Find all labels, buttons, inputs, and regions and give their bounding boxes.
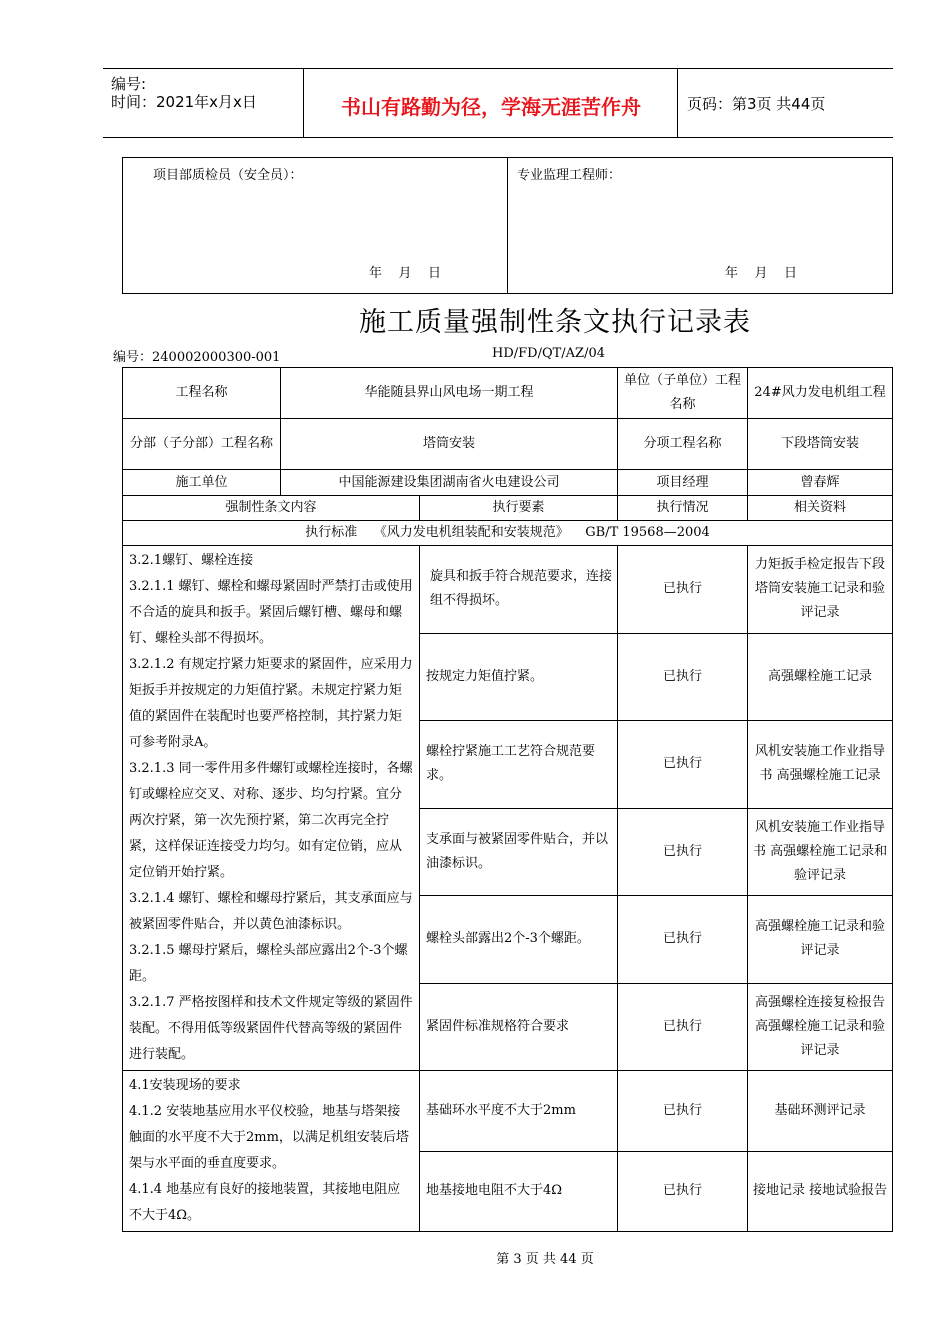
execution-element: 地基接地电阻不大于4Ω bbox=[420, 1151, 618, 1232]
execution-element: 按规定力矩值拧紧。 bbox=[420, 633, 618, 721]
clause-cell bbox=[123, 1071, 420, 1232]
related-docs: 风机安装施工作业指导书 高强螺栓施工记录 bbox=[748, 721, 893, 809]
related-docs: 高强螺栓施工记录 bbox=[748, 633, 893, 721]
signoff-divider bbox=[507, 158, 508, 293]
manager-value: 曾春辉 bbox=[748, 470, 893, 496]
signoff-date-right: 年 月 日 bbox=[725, 266, 798, 281]
clause-text: 4.1.2 安装地基应用水平仪校验，地基与塔架接触面的水平度不大于2mm，以满足机组安装后塔架与水平面的垂直度要求。 bbox=[129, 1104, 409, 1171]
header-divider bbox=[677, 69, 678, 137]
signoff-box bbox=[122, 157, 893, 294]
header-motto: 书山有路勤为径，学海无涯苦作舟 bbox=[341, 95, 641, 119]
related-docs: 接地记录 接地试验报告 bbox=[748, 1151, 893, 1232]
execution-status: 已执行 bbox=[618, 633, 748, 721]
clause-text: 3.2.1.7 严格按图样和技术文件规定等级的紧固件装配。不得用低等级紧固件代替高等级的紧固件进行装配。 bbox=[129, 995, 413, 1062]
project-name-label: 工程名称 bbox=[123, 368, 281, 419]
execution-status: 已执行 bbox=[618, 808, 748, 896]
info-row bbox=[123, 470, 893, 496]
clause-text: 3.2.1.4 螺钉、螺栓和螺母拧紧后，其支承面应与被紧固零件贴合，并以黄色油漆标识。 bbox=[129, 891, 413, 932]
column-header: 执行要素 bbox=[420, 496, 618, 521]
related-docs: 高强螺栓连接复检报告 高强螺栓施工记录和验评记录 bbox=[748, 983, 893, 1071]
column-header: 强制性条文内容 bbox=[123, 496, 420, 521]
signoff-supervisor-label: 专业监理工程师： bbox=[517, 168, 622, 183]
clause-text: 3.2.1.2 有规定拧紧力矩要求的紧固件，应采用力矩扳手并按规定的力矩值拧紧。未规定拧紧力矩值的紧固件在装配时也要严格控制，其拧紧力矩可参考附录A。 bbox=[129, 657, 413, 750]
record-table bbox=[122, 367, 893, 1232]
related-docs: 高强螺栓施工记录和验评记录 bbox=[748, 896, 893, 984]
execution-element: 螺栓拧紧施工工艺符合规范要求。 bbox=[420, 721, 618, 809]
execution-element: 基础环水平度不大于2mm bbox=[420, 1071, 618, 1152]
column-header-row bbox=[123, 496, 893, 521]
division-value: 塔筒安装 bbox=[281, 419, 618, 470]
item-value: 下段塔筒安装 bbox=[748, 419, 893, 470]
clause-text: 3.2.1螺钉、螺栓连接 bbox=[129, 553, 254, 568]
execution-status: 已执行 bbox=[618, 546, 748, 634]
related-docs: 力矩扳手检定报告下段塔筒安装施工记录和验评记录 bbox=[748, 546, 893, 634]
execution-status: 已执行 bbox=[618, 1151, 748, 1232]
document-number: 编号：240002000300-001 bbox=[113, 350, 281, 365]
clause-text: 4.1.4 地基应有良好的接地装置，其接地电阻应不大于4Ω。 bbox=[129, 1182, 401, 1223]
execution-status: 已执行 bbox=[618, 896, 748, 984]
execution-element: 旋具和扳手符合规范要求，连接组不得损坏。 bbox=[420, 546, 618, 634]
clause-text: 4.1安装现场的要求 bbox=[129, 1078, 241, 1093]
signoff-qc-label: 项目部质检员（安全员）： bbox=[153, 168, 303, 183]
header-time: 时间：2021年x月x日 bbox=[111, 93, 257, 111]
project-name-value: 华能随县界山风电场一期工程 bbox=[281, 368, 618, 419]
execution-element: 支承面与被紧固零件贴合，并以油漆标识。 bbox=[420, 808, 618, 896]
info-row bbox=[123, 368, 893, 419]
clause-text: 3.2.1.5 螺母拧紧后，螺栓头部应露出2个-3个螺距。 bbox=[129, 943, 408, 984]
signoff-date-left: 年 月 日 bbox=[369, 266, 442, 281]
document-code: HD/FD/QT/AZ/04 bbox=[492, 346, 606, 361]
info-row bbox=[123, 419, 893, 470]
contractor-label: 施工单位 bbox=[123, 470, 281, 496]
header-code-label: 编号: bbox=[111, 75, 147, 93]
execution-status: 已执行 bbox=[618, 983, 748, 1071]
header-divider bbox=[303, 69, 304, 137]
related-docs: 基础环测评记录 bbox=[748, 1071, 893, 1152]
standard-row bbox=[123, 521, 893, 546]
execution-status: 已执行 bbox=[618, 721, 748, 809]
unit-label: 单位（子单位）工程名称 bbox=[618, 368, 748, 419]
column-header: 相关资料 bbox=[748, 496, 893, 521]
clause-text: 3.2.1.3 同一零件用多件螺钉或螺栓连接时，各螺钉或螺栓应交叉、对称、逐步、均匀拧紧。宜分两次拧紧，第一次先预拧紧，第二次再完全拧紧，这样保证连接受力均匀。如有定位销，应从定位销开始拧紧。 bbox=[129, 761, 413, 880]
division-label: 分部（子分部）工程名称 bbox=[123, 419, 281, 470]
clause-cell bbox=[123, 546, 420, 1071]
unit-value: 24#风力发电机组工程 bbox=[748, 368, 893, 419]
related-docs: 风机安装施工作业指导书 高强螺栓施工记录和验评记录 bbox=[748, 808, 893, 896]
execution-element: 紧固件标准规格符合要求 bbox=[420, 983, 618, 1071]
table-row bbox=[123, 1071, 893, 1152]
clause-text: 3.2.1.1 螺钉、螺栓和螺母紧固时严禁打击或使用不合适的旋具和扳手。紧固后螺钉槽、螺母和螺钉、螺栓头部不得损坏。 bbox=[129, 579, 413, 646]
table-row bbox=[123, 546, 893, 634]
column-header: 执行情况 bbox=[618, 496, 748, 521]
manager-label: 项目经理 bbox=[618, 470, 748, 496]
page-header bbox=[103, 68, 893, 138]
contractor-value: 中国能源建设集团湖南省火电建设公司 bbox=[281, 470, 618, 496]
execution-element: 螺栓头部露出2个-3个螺距。 bbox=[420, 896, 618, 984]
header-page-number: 页码：第3页 共44页 bbox=[687, 95, 826, 113]
standard-line: 执行标准 《风力发电机组装配和安装规范》 GB/T 19568—2004 bbox=[123, 521, 893, 546]
page-footer: 第 3 页 共 44 页 bbox=[496, 1252, 594, 1267]
item-label: 分项工程名称 bbox=[618, 419, 748, 470]
document-title: 施工质量强制性条文执行记录表 bbox=[359, 307, 751, 338]
execution-status: 已执行 bbox=[618, 1071, 748, 1152]
